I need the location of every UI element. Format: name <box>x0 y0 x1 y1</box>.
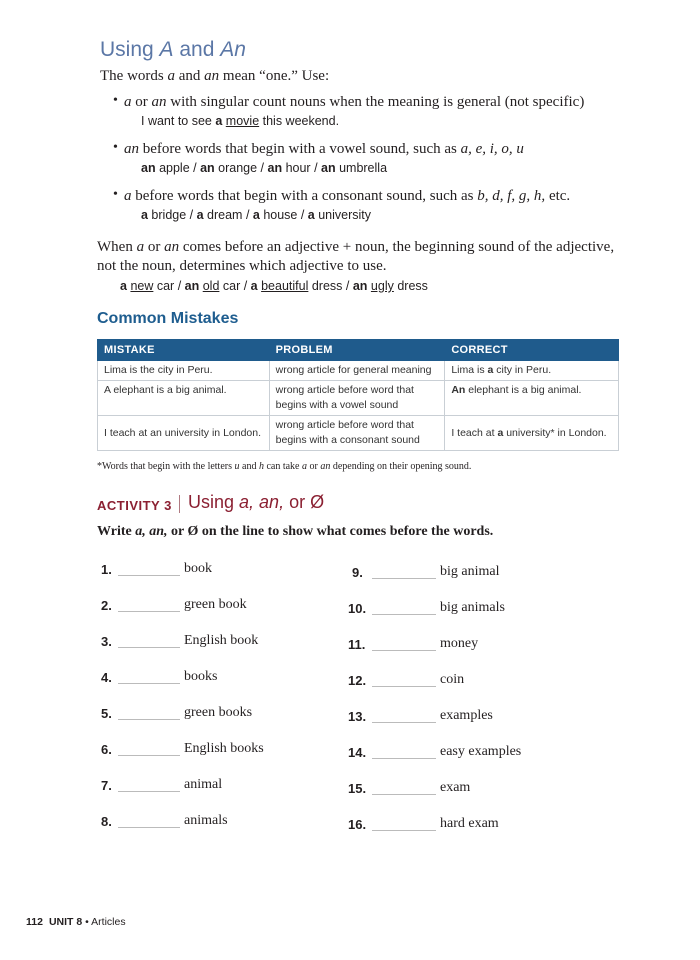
item-number: 8. <box>101 814 112 829</box>
answer-line[interactable] <box>118 755 180 756</box>
correct-cell: An elephant is a big animal. <box>445 381 619 416</box>
activity-title: Using a, an, or Ø <box>188 492 325 512</box>
rule-2-examples: an apple / an orange / an hour / an umbrella <box>141 161 388 175</box>
page-number: 112 <box>26 916 43 928</box>
answer-line[interactable] <box>118 683 180 684</box>
table-row <box>98 361 619 381</box>
adjective-examples: a new car / an old car / a beautiful dress / an ugly dress <box>120 279 428 293</box>
item-number: 15. <box>348 781 367 796</box>
common-mistakes-table <box>97 339 619 451</box>
adjective-note: When a or an comes before an adjective + noun, the beginning sound of the adjective, not the noun, determines which adjective to use. <box>97 239 615 274</box>
answer-line[interactable] <box>118 791 180 792</box>
item-word: coin <box>440 672 465 687</box>
table-footnote: *Words that begin with the letters u and h can take a or an depending on their opening sound. <box>97 461 472 472</box>
item-word: easy examples <box>440 744 522 759</box>
item-number: 5. <box>101 706 112 721</box>
answer-line[interactable] <box>372 794 436 795</box>
item-number: 14. <box>348 745 367 760</box>
item-word: English book <box>184 633 259 648</box>
item-number: 2. <box>101 598 112 613</box>
table-row <box>98 381 619 416</box>
page-footer <box>26 916 126 928</box>
item-word: hard exam <box>440 816 499 831</box>
item-number: 1. <box>101 562 112 577</box>
mistake-cell: Lima is the city in Peru. <box>98 361 270 381</box>
rule-3-text: a before words that begin with a consonant sound, such as b, d, f, g, h, etc. <box>124 188 571 204</box>
mistake-cell: A elephant is a big animal. <box>98 381 270 416</box>
intro-text: The words a and an mean “one.” Use: <box>100 68 330 84</box>
answer-line[interactable] <box>372 614 436 615</box>
answer-line[interactable] <box>118 719 180 720</box>
answer-line[interactable] <box>118 575 180 576</box>
item-word: money <box>440 636 479 651</box>
activity-divider <box>179 495 180 513</box>
item-word: big animal <box>440 564 500 579</box>
table-header-row <box>98 340 619 361</box>
item-number: 12. <box>348 673 367 688</box>
column-header-mistake: MISTAKE <box>98 340 270 361</box>
item-number: 3. <box>101 634 112 649</box>
answer-line[interactable] <box>372 758 436 759</box>
answer-line[interactable] <box>118 611 180 612</box>
mistake-cell: I teach at an university in London. <box>98 416 270 451</box>
item-number: 4. <box>101 670 112 685</box>
unit-topic: Articles <box>91 916 126 928</box>
answer-line[interactable] <box>372 722 436 723</box>
rule-2-text: an before words that begin with a vowel sound, such as a, e, i, o, u <box>124 141 524 157</box>
problem-cell: wrong article for general meaning <box>269 361 445 381</box>
answer-line[interactable] <box>372 650 436 651</box>
unit-label: UNIT 8 <box>48 916 83 928</box>
rule-3-examples: a bridge / a dream / a house / a university <box>141 208 372 222</box>
section-title: Using A and An <box>100 38 246 61</box>
item-number: 10. <box>348 601 367 616</box>
bullet-2: • <box>113 140 118 155</box>
correct-cell: Lima is a city in Peru. <box>445 361 619 381</box>
common-mistakes-heading: Common Mistakes <box>97 310 239 327</box>
item-word: books <box>184 669 218 684</box>
footer-bullet: • <box>85 916 89 928</box>
answer-line[interactable] <box>372 830 436 831</box>
answer-line[interactable] <box>372 578 436 579</box>
item-word: animal <box>184 777 223 792</box>
activity-label: ACTIVITY 3 <box>97 498 172 513</box>
item-number: 13. <box>348 709 367 724</box>
item-number: 6. <box>101 742 112 757</box>
item-word: green book <box>184 597 247 612</box>
item-number: 16. <box>348 817 367 832</box>
problem-cell: wrong article before word that begins with a consonant sound <box>269 416 445 451</box>
bullet-1: • <box>113 93 118 108</box>
item-word: English books <box>184 741 264 756</box>
item-word: exam <box>440 780 471 795</box>
item-word: examples <box>440 708 493 723</box>
item-word: big animals <box>440 600 505 615</box>
item-number: 9. <box>352 565 363 580</box>
rule-1-text: a or an with singular count nouns when the meaning is general (not specific) <box>124 94 585 110</box>
item-word: green books <box>184 705 253 720</box>
bullet-3: • <box>113 187 118 202</box>
item-number: 7. <box>101 778 112 793</box>
correct-cell: I teach at a university* in London. <box>445 416 619 451</box>
rule-1-example: I want to see a movie this weekend. <box>141 114 340 128</box>
answer-line[interactable] <box>118 827 180 828</box>
column-header-correct: CORRECT <box>445 340 619 361</box>
item-word: book <box>184 561 212 576</box>
table-row <box>98 416 619 451</box>
answer-line[interactable] <box>372 686 436 687</box>
answer-line[interactable] <box>118 647 180 648</box>
problem-cell: wrong article before word that begins with a vowel sound <box>269 381 445 416</box>
item-word: animals <box>184 813 228 828</box>
activity-instruction: Write a, an, or Ø on the line to show what comes before the words. <box>97 524 494 539</box>
item-number: 11. <box>348 637 366 652</box>
column-header-problem: PROBLEM <box>269 340 445 361</box>
